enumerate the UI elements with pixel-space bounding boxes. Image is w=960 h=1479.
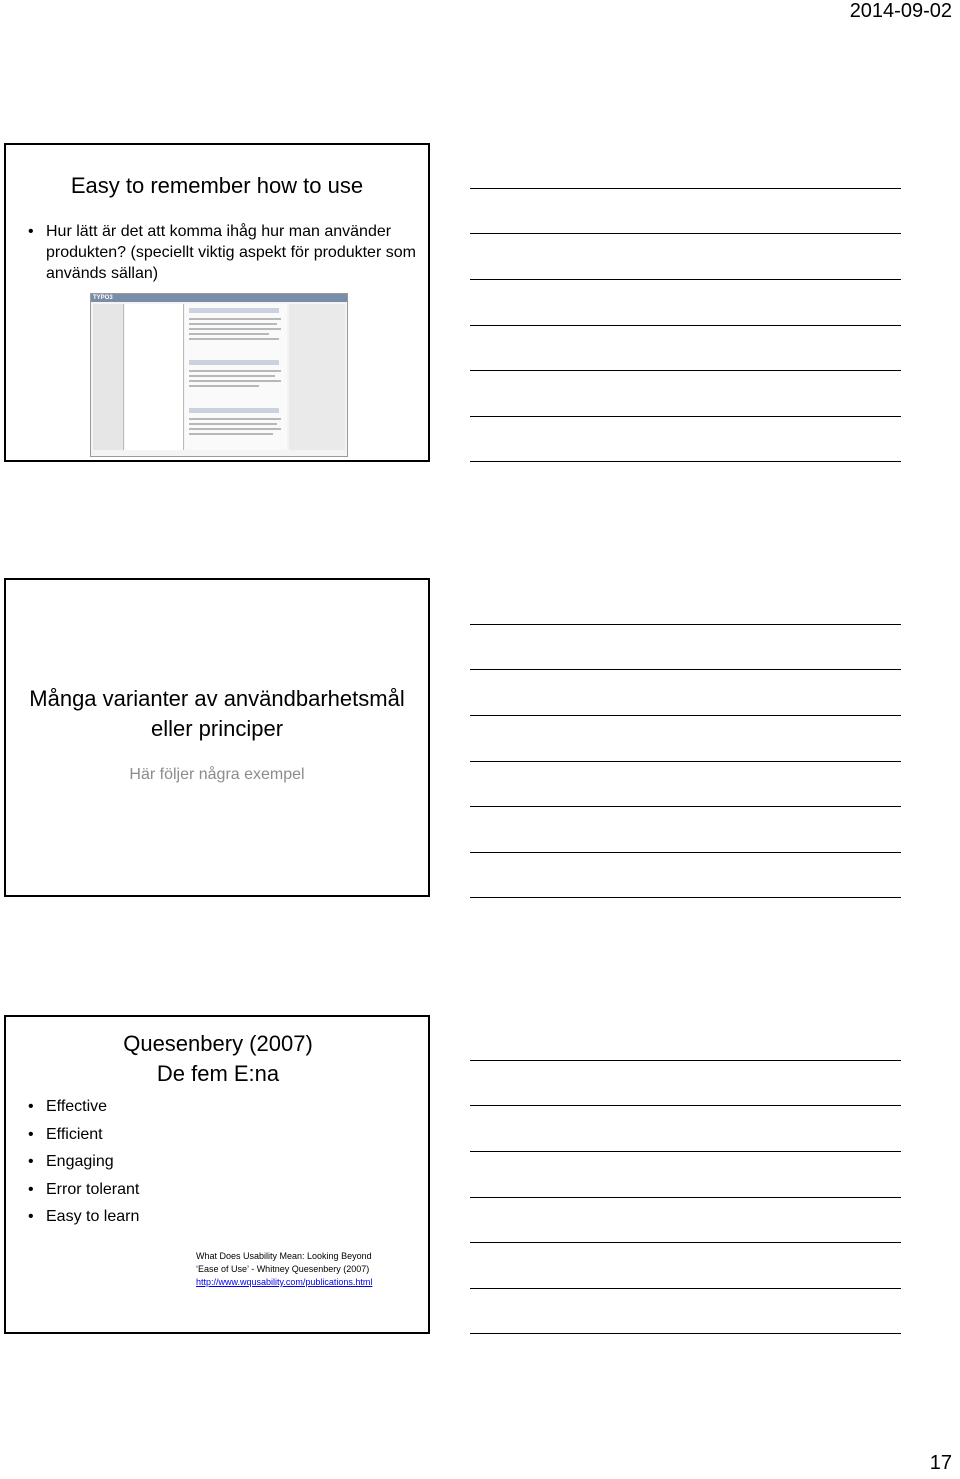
note-line bbox=[470, 370, 901, 371]
note-line bbox=[470, 416, 901, 417]
slide-title: Många varianter av användbarhetsmål eller principer bbox=[29, 686, 405, 741]
note-line bbox=[470, 279, 901, 280]
slide-3 bbox=[4, 1015, 430, 1334]
page-number: 17 bbox=[929, 1452, 952, 1474]
bullet-list bbox=[28, 221, 418, 284]
note-line bbox=[470, 806, 901, 807]
note-line bbox=[470, 715, 901, 716]
bullet-item: • Effective bbox=[28, 1093, 139, 1121]
screenshot-module-menu bbox=[93, 304, 124, 450]
slide-title bbox=[46, 1029, 390, 1089]
reference-line-1: What Does Usability Mean: Looking Beyond bbox=[196, 1251, 372, 1261]
slide-title: Easy to remember how to use bbox=[70, 173, 364, 198]
note-line bbox=[470, 233, 901, 234]
note-line bbox=[470, 1288, 901, 1289]
slide-2 bbox=[4, 578, 430, 897]
note-line bbox=[470, 669, 901, 670]
date-stamp: 2014-09-02 bbox=[849, 0, 952, 22]
note-line bbox=[470, 1151, 901, 1152]
note-line bbox=[470, 1197, 901, 1198]
screenshot-page-tree bbox=[125, 304, 184, 450]
note-line bbox=[470, 761, 901, 762]
reference-text bbox=[196, 1250, 372, 1289]
note-line bbox=[470, 1105, 901, 1106]
bullet-item: • Hur lätt är det att komma ihåg hur man använder produkten? (speciellt viktig aspekt för produkter som används sällan) bbox=[28, 221, 418, 284]
slide-title-line-1: Quesenbery (2007) bbox=[123, 1031, 313, 1056]
bullet-list bbox=[28, 1093, 139, 1231]
cms-screenshot-image bbox=[90, 293, 348, 457]
screenshot-content-area bbox=[185, 304, 287, 450]
bullet-item: • Efficient bbox=[28, 1121, 139, 1149]
slide-subtitle: Här följer några exempel bbox=[129, 766, 305, 783]
note-line bbox=[470, 461, 901, 462]
note-line bbox=[470, 188, 901, 189]
note-line bbox=[470, 1242, 901, 1243]
reference-line-2: ‘Ease of Use’ - Whitney Quesenbery (2007) bbox=[196, 1264, 370, 1274]
typo3-logo: TYPO3 bbox=[93, 295, 113, 301]
note-line bbox=[470, 624, 901, 625]
note-line bbox=[470, 897, 901, 898]
note-line bbox=[470, 325, 901, 326]
bullet-item: • Easy to learn bbox=[28, 1203, 139, 1231]
screenshot-title-bar bbox=[91, 294, 347, 302]
bullet-item: • Error tolerant bbox=[28, 1176, 139, 1204]
note-line bbox=[470, 852, 901, 853]
slide-1 bbox=[4, 143, 430, 462]
note-line bbox=[470, 1333, 901, 1334]
note-line bbox=[470, 1060, 901, 1061]
slide-title-line-2: De fem E:na bbox=[156, 1061, 280, 1086]
reference-link[interactable]: http://www.wqusability.com/publications.html bbox=[196, 1277, 373, 1287]
screenshot-side-panel bbox=[289, 304, 345, 450]
bullet-item: • Engaging bbox=[28, 1148, 139, 1176]
